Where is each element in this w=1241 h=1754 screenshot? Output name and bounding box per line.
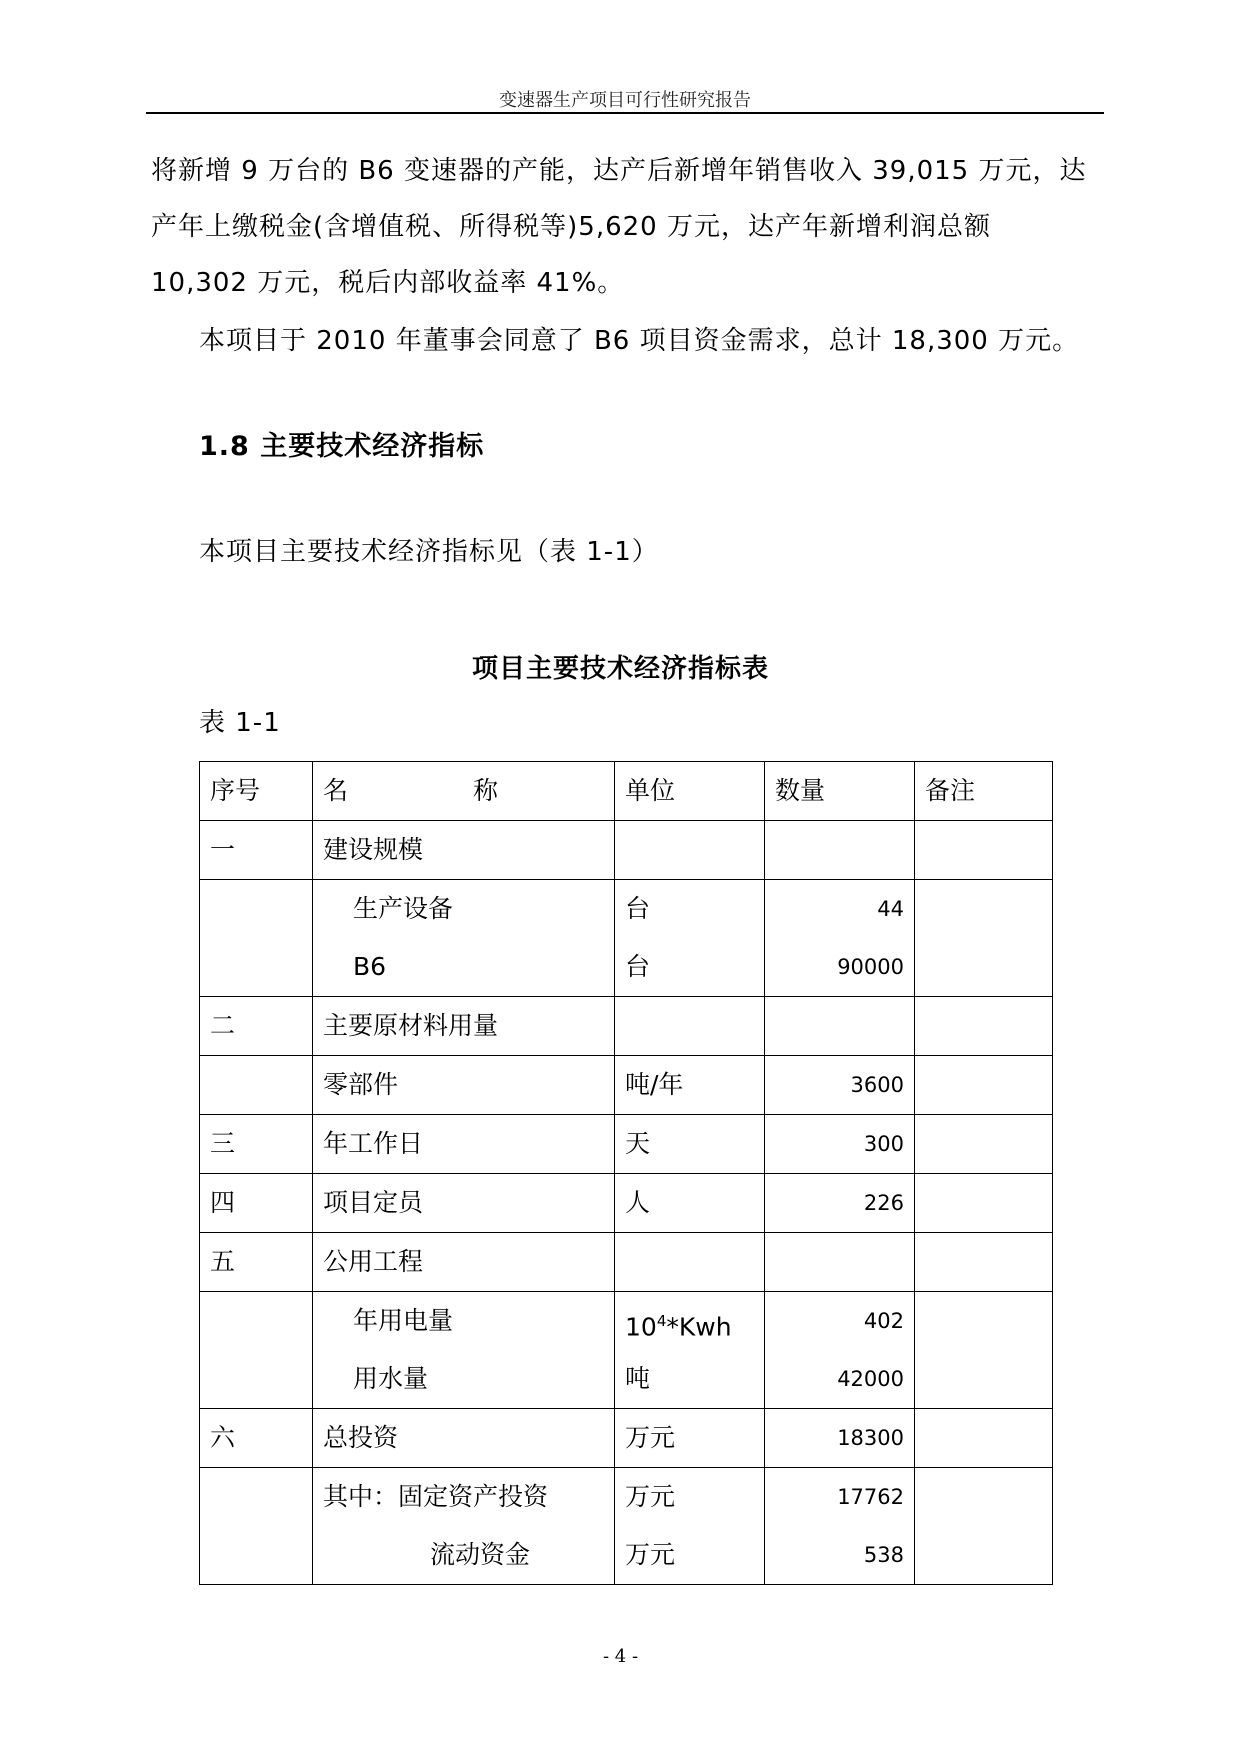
table-row: 年用电量 用水量 $10^4*Kwh$ 吨 402 42000 (200, 1292, 1053, 1409)
header-rule (146, 112, 1104, 114)
page-number: - 4 - (602, 1646, 639, 1667)
table-header-row (200, 762, 1053, 821)
body-paragraph-2: 本项目于 2010 年董事会同意了 B6 项目资金需求，总计 18,300 万元。 (199, 326, 1080, 356)
running-header: 变速器生产项目可行性研究报告 (499, 90, 751, 111)
table-row: 一 建设规模 (200, 821, 1053, 880)
table-row: 三 年工作日 天 300 (200, 1115, 1053, 1174)
section-intro: 本项目主要技术经济指标见（表 1-1） (199, 537, 659, 567)
header-cell: 备注 (915, 762, 1053, 821)
unit-power: $10^4*Kwh$ (625, 1312, 732, 1342)
table-row: 其中：固定资产投资 流动资金 万元 万元 17762 538 (200, 1468, 1053, 1585)
table-label: 表 1-1 (199, 708, 281, 738)
header-cell: 单位 (615, 762, 765, 821)
table-row: 生产设备 B6 台 台 44 90000 (200, 880, 1053, 997)
table-row: 五 公用工程 (200, 1233, 1053, 1292)
section-heading: 1.8 主要技术经济指标 (199, 431, 485, 462)
table-row: 二 主要原材料用量 (200, 997, 1053, 1056)
header-cell: 数量 (765, 762, 915, 821)
table-row: 六 总投资 万元 18300 (200, 1409, 1053, 1468)
table-title: 项目主要技术经济指标表 (471, 654, 769, 684)
header-cell: 名 称 (313, 762, 615, 821)
body-paragraph-1: 将新增 9 万台的 B6 变速器的产能，达产后新增年销售收入 39,015 万元，达产年上缴税金(含增值税、所得税等)5,620 万元，达产年新增利润总额 10,302 万元，税后内部收益率 41%。 (151, 156, 1087, 298)
table-row: 零部件 吨/年 3600 (200, 1056, 1053, 1115)
table-row: 四 项目定员 人 226 (200, 1174, 1053, 1233)
header-cell: 序号 (200, 762, 313, 821)
indicator-table (199, 761, 1053, 1585)
